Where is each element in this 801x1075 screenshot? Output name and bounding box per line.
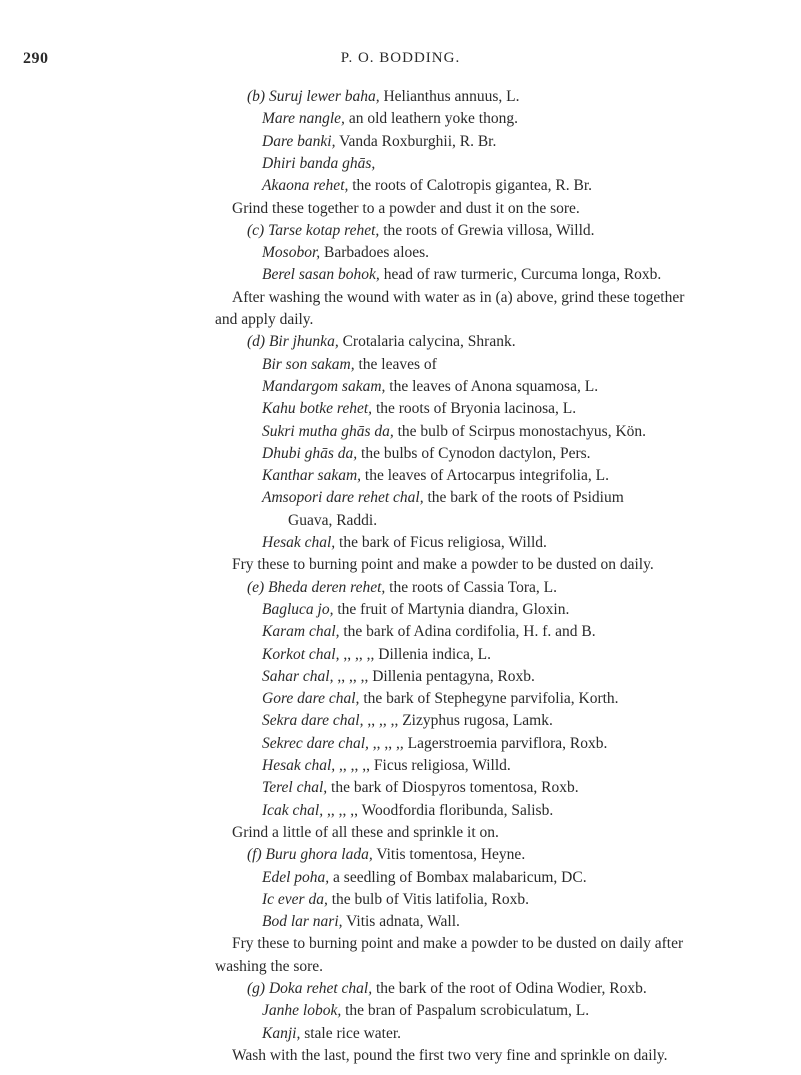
italic-term: Amsopori dare rehet chal,: [262, 489, 424, 507]
roman-text: Vitis tomentosa, Heyne.: [372, 846, 526, 864]
roman-text: the bark of the roots of Psidium: [423, 489, 624, 507]
text-line: [262, 689, 619, 709]
roman-text: Fry these to burning point and make a powder to be dusted on daily after: [232, 935, 684, 953]
italic-term: Terel chal,: [262, 779, 328, 797]
text-line: [247, 87, 520, 107]
text-line: [247, 979, 647, 999]
roman-text: Grind these together to a powder and dust it on the sore.: [232, 199, 580, 217]
roman-text: ,, ,, ,, Dillenia indica, L.: [339, 645, 492, 663]
roman-text: head of raw turmeric, Curcuma longa, Roxb.: [379, 266, 662, 284]
text-line: [262, 912, 460, 932]
roman-text: Guava, Raddi.: [288, 511, 378, 529]
text-line: [262, 734, 607, 754]
text-line: [262, 399, 576, 419]
italic-term: Kahu botke rehet,: [262, 400, 373, 418]
roman-text: the bark of Diospyros tomentosa, Roxb.: [327, 779, 579, 797]
italic-term: Hesak chal,: [262, 757, 336, 774]
roman-text: the bulbs of Cynodon dactylon, Pers.: [357, 444, 591, 462]
roman-text: the bark of Ficus religiosa, Willd.: [335, 534, 547, 551]
italic-term: Mosobor,: [262, 244, 321, 262]
roman-text: ,, ,, ,, Zizyphus rugosa, Lamk.: [363, 712, 553, 730]
text-line: [247, 845, 525, 865]
text-line: [262, 488, 624, 508]
text-line: [262, 645, 491, 665]
italic-term: Akaona rehet,: [262, 177, 349, 195]
roman-text: washing the sore.: [215, 957, 324, 975]
italic-term: Gore dare chal,: [262, 690, 360, 708]
text-line: [247, 332, 516, 352]
italic-term: Bir son sakam,: [262, 355, 355, 373]
text-line: [262, 711, 553, 731]
text-line: [262, 154, 375, 174]
text-line: [262, 265, 661, 285]
italic-term: Icak chal,: [262, 801, 324, 819]
running-head: P. O. BODDING.: [340, 50, 461, 66]
text-line: [262, 109, 518, 129]
text-line: [262, 756, 511, 776]
roman-text: the leaves of Anona squamosa, L.: [385, 377, 599, 395]
text-line: [262, 355, 437, 375]
roman-text: an old leathern yoke thong.: [344, 110, 518, 128]
italic-term: Bod lar nari,: [262, 913, 343, 931]
text-line: [262, 466, 609, 486]
roman-text: ,, ,, ,, Lagerstroemia parviflora, Roxb.: [368, 734, 608, 752]
italic-term: Dare banki,: [262, 132, 336, 150]
roman-text: the bran of Paspalum scrobiculatum, L.: [341, 1002, 590, 1020]
roman-text: Barbadoes aloes.: [320, 244, 430, 262]
roman-text: the roots of Bryonia lacinosa, L.: [372, 400, 577, 418]
italic-term: Dhiri banda ghās,: [262, 154, 376, 172]
text-line: [262, 778, 579, 798]
italic-term: (d) Bir jhunka,: [247, 333, 339, 351]
text-line: [232, 555, 654, 575]
text-line: [288, 511, 377, 531]
text-line: [232, 1046, 668, 1066]
roman-text: the bark of the root of Odina Wodier, Roxb.: [372, 980, 647, 997]
text-line: [215, 957, 323, 977]
text-line: [262, 176, 592, 196]
roman-text: Vanda Roxburghii, R. Br.: [335, 132, 497, 150]
italic-term: (c) Tarse kotap rehet,: [247, 221, 380, 239]
roman-text: the bark of Stephegyne parvifolia, Korth.: [359, 690, 619, 708]
text-line: [262, 801, 553, 821]
roman-text: the roots of Grewia villosa, Willd.: [379, 221, 595, 239]
italic-term: Sekrec dare chal,: [262, 734, 369, 752]
italic-term: Mandargom sakam,: [262, 377, 386, 395]
roman-text: the leaves of: [354, 355, 437, 373]
text-line: [215, 310, 313, 330]
italic-term: Dhubi ghās da,: [262, 444, 358, 462]
text-line: [262, 243, 429, 263]
roman-text: Wash with the last, pound the first two very fine and sprinkle on daily.: [232, 1046, 668, 1064]
italic-term: Ic ever da,: [262, 890, 328, 908]
italic-term: Sukri mutha ghās da,: [262, 422, 394, 440]
italic-term: Mare nangle,: [262, 110, 345, 128]
roman-text: and apply daily.: [215, 311, 314, 328]
text-line: [262, 132, 496, 152]
roman-text: the bulb of Vitis latifolia, Roxb.: [327, 890, 529, 908]
roman-text: ,, ,, ,, Dillenia pentagyna, Roxb.: [333, 667, 535, 685]
text-line: [262, 667, 535, 687]
text-line: [262, 1001, 589, 1021]
italic-term: Janhe lobok,: [262, 1002, 342, 1020]
roman-text: Vitis adnata, Wall.: [342, 913, 460, 931]
text-line: [232, 823, 499, 843]
italic-term: Sahar chal,: [262, 667, 334, 685]
italic-term: (g) Doka rehet chal,: [247, 980, 373, 997]
roman-text: the roots of Cassia Tora, L.: [385, 578, 557, 596]
text-line: [262, 422, 646, 442]
text-line: [262, 890, 529, 910]
roman-text: a seedling of Bombax malabaricum, DC.: [329, 868, 587, 886]
roman-text: the leaves of Artocarpus integrifolia, L.: [361, 467, 609, 485]
roman-text: Helianthus annuus, L.: [379, 88, 520, 105]
italic-term: Hesak chal,: [262, 534, 336, 551]
text-line: [232, 199, 580, 219]
roman-text: stale rice water.: [300, 1024, 402, 1042]
roman-text: the roots of Calotropis gigantea, R. Br.: [348, 177, 593, 195]
text-line: [262, 444, 591, 464]
italic-term: Bagluca jo,: [262, 600, 334, 618]
text-line: [247, 578, 557, 598]
italic-term: Sekra dare chal,: [262, 712, 364, 730]
italic-term: Karam chal,: [262, 623, 340, 641]
text-line: [232, 934, 683, 954]
text-line: [262, 622, 596, 642]
text-line: [262, 1024, 401, 1044]
roman-text: After washing the wound with water as in (a) above, grind these together: [232, 288, 685, 306]
page-header: [0, 50, 801, 74]
text-line: [247, 221, 595, 241]
text-line: [262, 600, 569, 620]
text-line: [232, 288, 684, 308]
roman-text: the bark of Adina cordifolia, H. f. and B.: [339, 623, 596, 641]
roman-text: Crotalaria calycina, Shrank.: [338, 333, 516, 351]
italic-term: (f) Buru ghora lada,: [247, 846, 373, 864]
text-line: [262, 868, 587, 888]
text-line: [262, 377, 598, 397]
italic-term: Edel poha,: [262, 868, 330, 886]
roman-text: Fry these to burning point and make a powder to be dusted on daily.: [232, 556, 654, 574]
italic-term: Kanthar sakam,: [262, 467, 362, 485]
page-number: 290: [23, 50, 49, 67]
roman-text: ,, ,, ,, Ficus religiosa, Willd.: [335, 757, 511, 774]
italic-term: Berel sasan bohok,: [262, 266, 380, 284]
italic-term: (e) Bheda deren rehet,: [247, 578, 386, 596]
roman-text: the bulb of Scirpus monostachyus, Kön.: [393, 422, 647, 440]
roman-text: ,, ,, ,, Woodfordia floribunda, Salisb.: [323, 801, 554, 819]
roman-text: Grind a little of all these and sprinkle it on.: [232, 823, 499, 841]
text-line: [262, 533, 547, 553]
italic-term: Korkot chal,: [262, 645, 340, 663]
italic-term: Kanji,: [262, 1024, 301, 1042]
italic-term: (b) Suruj lewer baha,: [247, 88, 380, 105]
roman-text: the fruit of Martynia diandra, Gloxin.: [333, 600, 570, 618]
